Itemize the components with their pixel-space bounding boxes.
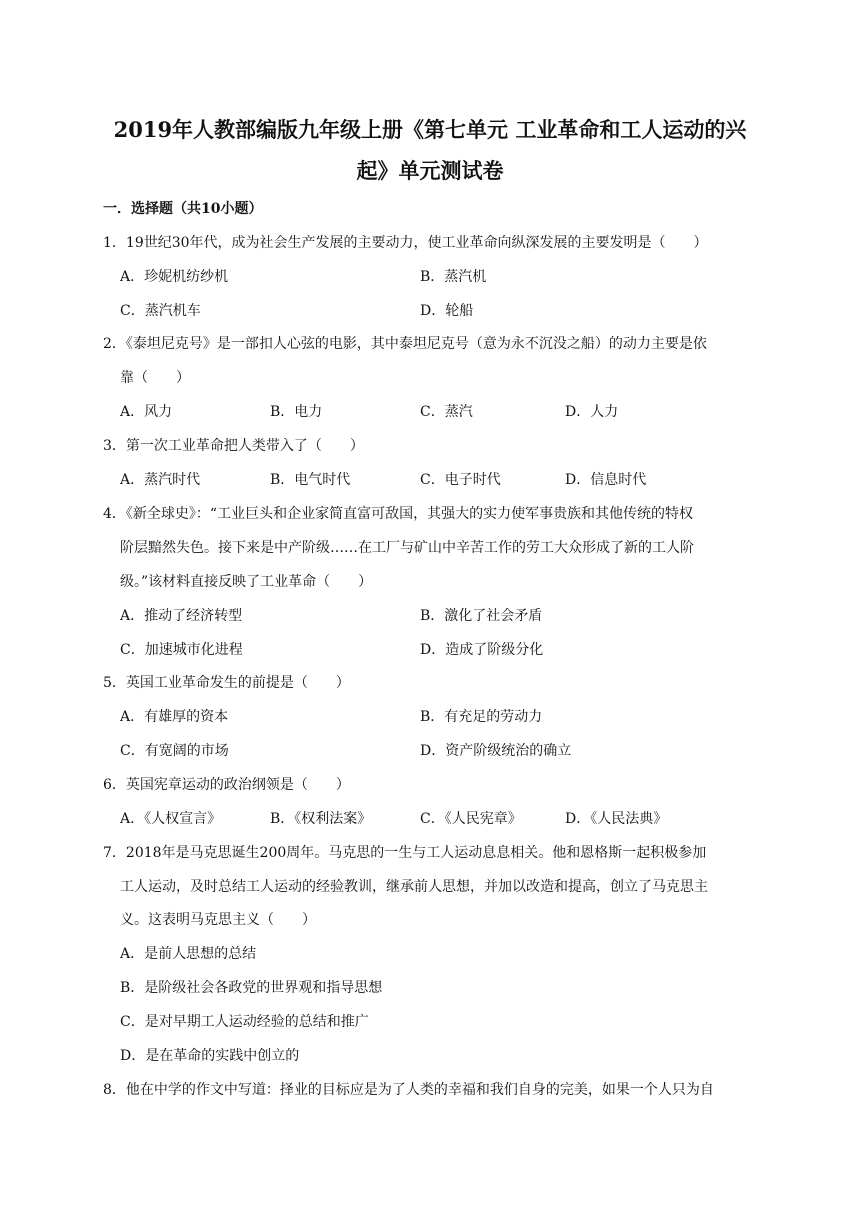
document-title-line-2: 起》单元测试卷	[356, 158, 504, 183]
question-3-option-d: D．信息时代	[565, 472, 647, 488]
question-3-option-a: A．蒸汽时代	[120, 472, 201, 488]
question-5-option-a: A．有雄厚的资本	[120, 709, 229, 725]
question-6-option-b: B．《权利法案》	[270, 811, 372, 827]
question-2-stem-line-2: 靠（ ）	[120, 370, 190, 386]
question-4-stem-line-1: 4．《新全球史》：“工业巨头和企业家简直富可敌国，其强大的实力使军事贵族和其他传统的特权	[103, 506, 694, 522]
question-1-option-a: A．珍妮机纺纱机	[120, 269, 229, 285]
question-1-stem: 1．19世纪30年代，成为社会生产发展的主要动力，使工业革命向纵深发展的主要发明是（ ）	[103, 235, 708, 251]
question-2-option-d: D．人力	[565, 404, 619, 420]
question-6-option-c: C．《人民宪章》	[420, 811, 522, 827]
question-2-option-a: A．风力	[120, 404, 173, 420]
question-6-option-a: A．《人权宣言》	[120, 811, 222, 827]
question-1-option-d: D．轮船	[420, 303, 474, 319]
question-8-stem-line-1: 8．他在中学的作文中写道：择业的目标应是为了人类的幸福和我们自身的完美，如果一个人只为自	[103, 1082, 714, 1098]
question-7-option-b: B．是阶级社会各政党的世界观和指导思想	[120, 980, 383, 996]
question-7-option-c: C．是对早期工人运动经验的总结和推广	[120, 1014, 369, 1030]
question-1-option-c: C．蒸汽机车	[120, 303, 201, 319]
question-7-option-a: A．是前人思想的总结	[120, 946, 257, 962]
question-4-option-c: C．加速城市化进程	[120, 642, 243, 658]
question-4-option-d: D．造成了阶级分化	[420, 642, 544, 658]
question-7-option-d: D．是在革命的实践中创立的	[120, 1048, 300, 1064]
question-2-stem-line-1: 2．《泰坦尼克号》是一部扣人心弦的电影，其中泰坦尼克号（意为永不沉没之船）的动力主要是依	[103, 336, 707, 352]
question-4-option-a: A．推动了经济转型	[120, 608, 243, 624]
question-5-option-c: C．有宽阔的市场	[120, 743, 229, 759]
question-5-stem: 5．英国工业革命发生的前提是（ ）	[103, 675, 350, 691]
question-2-option-b: B．电力	[270, 404, 323, 420]
question-3-option-b: B．电气时代	[270, 472, 351, 488]
question-6-stem: 6．英国宪章运动的政治纲领是（ ）	[103, 777, 350, 793]
section-heading: 一．选择题（共10小题）	[103, 201, 263, 217]
question-3-stem: 3．第一次工业革命把人类带入了（ ）	[103, 438, 364, 454]
question-5-option-d: D．资产阶级统治的确立	[420, 743, 572, 759]
question-4-option-b: B．激化了社会矛盾	[420, 608, 543, 624]
question-7-stem-line-3: 义。这表明马克思主义（ ）	[120, 912, 316, 928]
question-7-stem-line-1: 7．2018年是马克思诞生200周年。马克思的一生与工人运动息息相关。他和恩格斯一起积极参加	[103, 845, 707, 861]
question-3-option-c: C．电子时代	[420, 472, 501, 488]
question-4-stem-line-3: 级。”该材料直接反映了工业革命（ ）	[120, 574, 373, 590]
document-title-line-1: 2019年人教部编版九年级上册《第七单元 工业革命和工人运动的兴	[113, 117, 747, 142]
question-6-option-d: D．《人民法典》	[565, 811, 668, 827]
question-2-option-c: C．蒸汽	[420, 404, 473, 420]
question-1-option-b: B．蒸汽机	[420, 269, 487, 285]
question-7-stem-line-2: 工人运动，及时总结工人运动的经验教训，继承前人思想，并加以改造和提高，创立了马克思主	[120, 879, 708, 895]
question-5-option-b: B．有充足的劳动力	[420, 709, 543, 725]
question-4-stem-line-2: 阶层黯然失色。接下来是中产阶级……在工厂与矿山中辛苦工作的劳工大众形成了新的工人阶	[120, 540, 694, 556]
